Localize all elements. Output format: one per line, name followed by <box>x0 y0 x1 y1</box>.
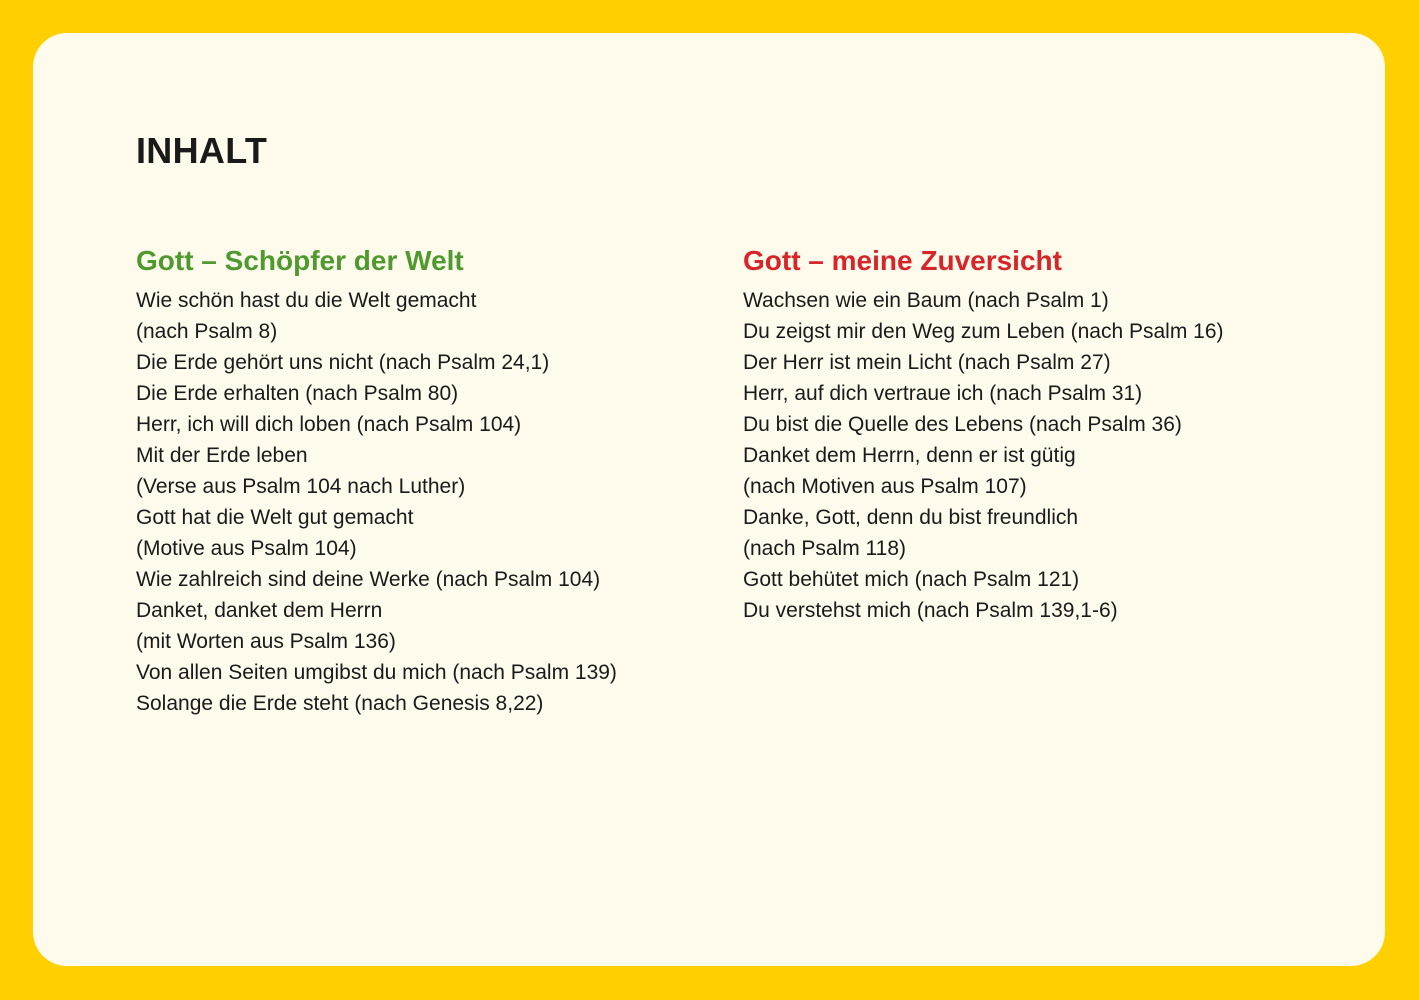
toc-entry: Du zeigst mir den Weg zum Leben (nach Psalm 16) <box>743 320 1224 343</box>
toc-entry: Danke, Gott, denn du bist freundlich <box>743 506 1079 529</box>
toc-card <box>33 33 1385 966</box>
toc-entry: Du verstehst mich (nach Psalm 139,1-6) <box>743 599 1118 622</box>
section-heading-zuversicht: Gott – meine Zuversicht <box>743 245 1062 276</box>
toc-entry: (Motive aus Psalm 104) <box>136 537 357 560</box>
toc-entry: Wachsen wie ein Baum (nach Psalm 1) <box>743 289 1109 312</box>
toc-entry: Danket, danket dem Herrn <box>136 599 383 622</box>
toc-entry: (nach Psalm 118) <box>743 537 907 560</box>
toc-entry: Der Herr ist mein Licht (nach Psalm 27) <box>743 351 1111 374</box>
toc-entry: (nach Motiven aus Psalm 107) <box>743 475 1027 498</box>
toc-entry: Gott behütet mich (nach Psalm 121) <box>743 568 1080 591</box>
toc-list-schoepfer <box>136 285 617 719</box>
toc-entry: Danket dem Herrn, denn er ist gütig <box>743 444 1076 467</box>
toc-entry: Herr, auf dich vertraue ich (nach Psalm 31) <box>743 382 1143 405</box>
toc-entry: Mit der Erde leben <box>136 444 308 467</box>
toc-entry: Gott hat die Welt gut gemacht <box>136 506 414 529</box>
toc-entry: (mit Worten aus Psalm 136) <box>136 630 396 653</box>
toc-entry: Die Erde gehört uns nicht (nach Psalm 24,1) <box>136 351 550 374</box>
toc-entry: Wie schön hast du die Welt gemacht <box>136 289 477 312</box>
page-title: INHALT <box>136 130 268 171</box>
toc-entry: Wie zahlreich sind deine Werke (nach Psalm 104) <box>136 568 601 591</box>
section-zuversicht <box>743 243 1224 626</box>
toc-list-zuversicht <box>743 285 1224 626</box>
toc-entry: (Verse aus Psalm 104 nach Luther) <box>136 475 466 498</box>
toc-entry: (nach Psalm 8) <box>136 320 278 343</box>
toc-entry: Solange die Erde steht (nach Genesis 8,22) <box>136 692 544 715</box>
toc-entry: Du bist die Quelle des Lebens (nach Psalm 36) <box>743 413 1182 436</box>
toc-entry: Von allen Seiten umgibst du mich (nach Psalm 139) <box>136 661 617 684</box>
toc-entry: Die Erde erhalten (nach Psalm 80) <box>136 382 459 405</box>
toc-entry: Herr, ich will dich loben (nach Psalm 104) <box>136 413 522 436</box>
section-heading-schoepfer: Gott – Schöpfer der Welt <box>136 245 464 276</box>
section-schoepfer <box>136 243 617 719</box>
